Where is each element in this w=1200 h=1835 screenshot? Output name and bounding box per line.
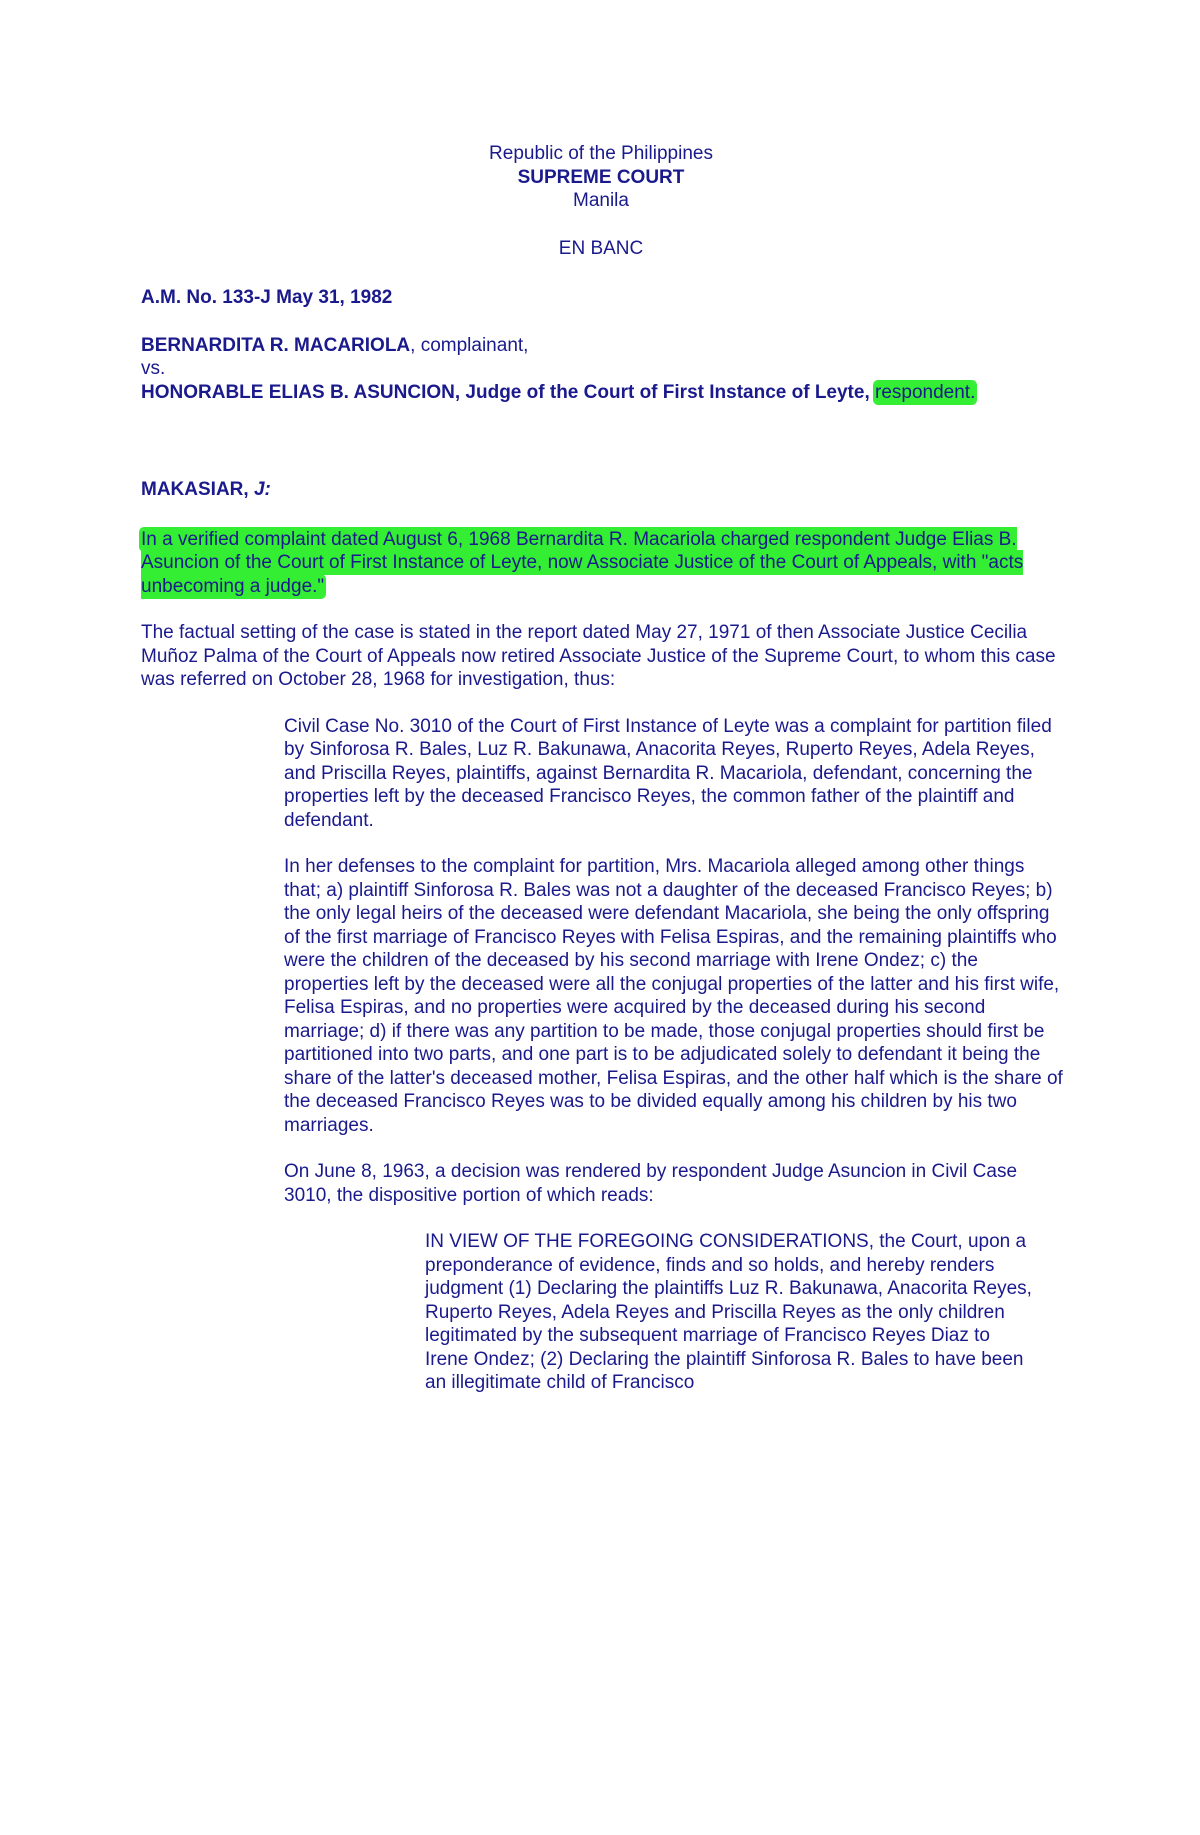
ponente [141, 478, 1061, 502]
republic-line: Republic of the Philippines [489, 143, 713, 164]
highlighted-text: In a verified complaint dated August 6, 1968 Bernardita R. Macariola charged respondent Judge Elias B. Asuncion of the Court of First Instance of Leyte, now Associate Justice of the Court of Appeals, with "acts unbecoming a judge." [141, 528, 1024, 597]
versus-line: vs. [141, 358, 166, 379]
document-body [141, 142, 1061, 1395]
paragraph-complaint [141, 528, 1061, 599]
respondent-name: HONORABLE ELIAS B. ASUNCION, Judge of the Court of First Instance of Leyte, [141, 381, 870, 403]
report-paragraph-civil-case: Civil Case No. 3010 of the Court of First Instance of Leyte was a complaint for partition filed by Sinforosa R. Bales, Luz R. Bakunawa, Anacorita Reyes, Ruperto Reyes, Adela Reyes, and Priscilla Reyes, plaintiffs, against Bernardita R. Macariola, defendant, concerning the properties left by the deceased Francisco Reyes, the common father of the plaintiff and defendant. [284, 715, 1052, 831]
respondent-line [141, 381, 1061, 405]
complainant-name: BERNARDITA R. MACARIOLA [141, 334, 411, 356]
complainant-line [141, 334, 1061, 358]
quoted-report [284, 715, 1064, 1208]
case-parties [141, 334, 1061, 405]
report-paragraph-defenses: In her defenses to the complaint for partition, Mrs. Macariola alleged among other things that; a) plaintiff Sinforosa R. Bales was not a daughter of the deceased Francisco Reyes; b) the only legal heirs of the deceased were defendant Macariola, she being the only offspring of the first marriage of Francisco Reyes with Felisa Espiras, and the remaining plaintiffs who were the children of the deceased by his second marriage with Irene Ondez; c) the properties left by the deceased were all the conjugal properties of the latter and his first wife, Felisa Espiras, and no properties were acquired by the deceased during his second marriage; d) if there was any partition to be made, those conjugal properties should first be partitioned into two parts, and one part is to be adjudicated solely to defendant it being the share of the latter's deceased mother, Felisa Espiras, and the other half which is the share of the deceased Francisco Reyes was to be divided equally among his children by his two marriages. [284, 856, 1063, 1136]
case-number: A.M. No. 133-J May 31, 1982 [141, 287, 393, 308]
paragraph-factual-setting: The factual setting of the case is stated in the report dated May 27, 1971 of then Associate Justice Cecilia Muñoz Palma of the Court of Appeals now retired Associate Justice of the Supreme Court, to whom this case was referred on October 28, 1968 for investigation, thus: [141, 622, 1056, 690]
court-name: SUPREME COURT [517, 166, 685, 188]
quoted-decision [425, 1230, 1035, 1395]
complainant-role: , complainant, [410, 334, 529, 356]
division-line: EN BANC [558, 237, 644, 259]
decision-dispositive-portion: IN VIEW OF THE FOREGOING CONSIDERATIONS, the Court, upon a preponderance of evidence, finds and so holds, and hereby renders judgment (1) Declaring the plaintiffs Luz R. Bakunawa, Anacorita Reyes, Ruperto Reyes, Adela Reyes and Priscilla Reyes as the only children legitimated by the subsequent marriage of Francisco Reyes Diaz to Irene Ondez; (2) Declaring the plaintiff Sinforosa R. Bales to have been an illegitimate child of Francisco [425, 1231, 1032, 1393]
respondent-role-highlight: respondent. [875, 381, 976, 403]
court-header [141, 142, 1061, 213]
city-line: Manila [573, 190, 629, 211]
ponente-title: J: [253, 479, 271, 500]
report-paragraph-decision: On June 8, 1963, a decision was rendered by respondent Judge Asuncion in Civil Case 3010, the dispositive portion of which reads: [284, 1161, 1018, 1206]
ponente-name: MAKASIAR, [141, 479, 254, 500]
